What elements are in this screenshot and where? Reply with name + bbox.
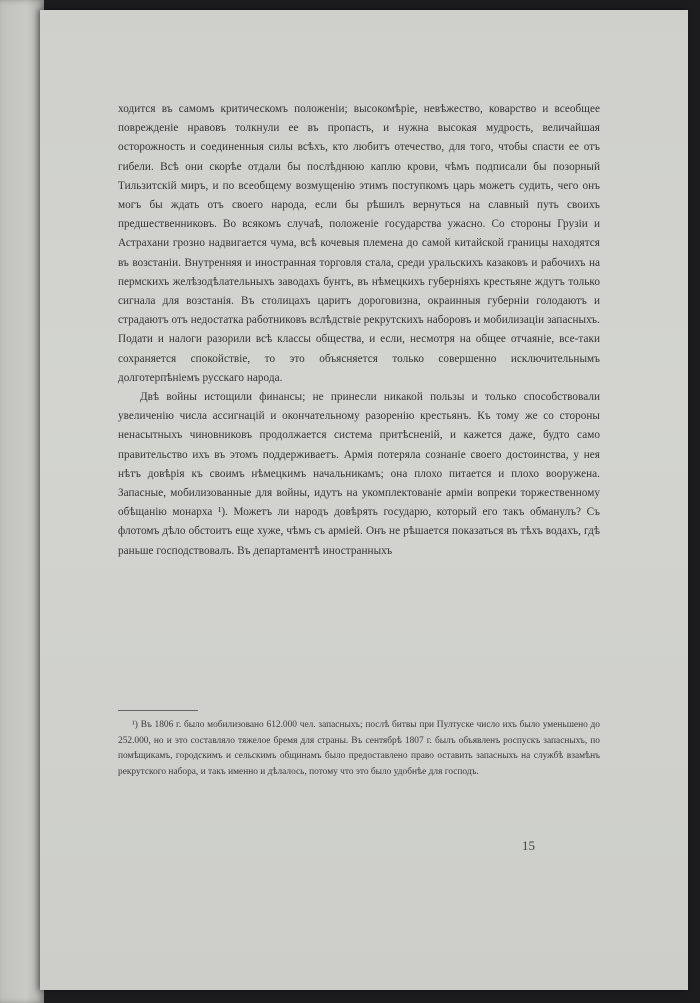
book-page — [40, 10, 688, 990]
page-number: 15 — [522, 838, 535, 853]
footnote-separator — [118, 710, 198, 711]
paragraph-2: Двѣ войны истощили финансы; не принесли никакой пользы и только способствовали увеличенію числа ассигнацій и окончательному разоренію крестьянъ. Къ тому же со стороны ненасытныхъ чиновниковъ продолжается система притѣсненій, и кажется даже, будто само правительство ихъ въ этомъ поддерживаетъ. Армія потеряла сознаніе своего достоинства, у нея нѣтъ довѣрія къ своимъ нѣмецкимъ начальникамъ; она плохо питается и плохо вооружена. Запасные, мобилизованные для войны, идутъ на укомплектованіе арміи вопреки торжественному обѣщанію монарха ¹). Можетъ ли народъ довѣрять государю, который его такъ обманулъ? Съ флотомъ дѣло обстоитъ еще хуже, чѣмъ съ арміей. Онъ не рѣшается показаться въ тѣхъ водахъ, гдѣ раньше господствовалъ. Въ департаментѣ иностранныхъ — [118, 391, 600, 557]
paragraph-1: ходится въ самомъ критическомъ положеніи; высокомѣріе, невѣжество, коварство и всеобщее поврежденіе нравовъ толкнули ее въ пропасть, и нужна высокая мудрость, величайшая осторожность и соединенныя силы всѣхъ, кто любитъ отечество, для того, чтобы спасти ее отъ гибели. Всѣ они скорѣе отдали бы послѣднюю каплю крови, чѣмъ подписали бы позорный Тильзитскій миръ, и по всеобщему возмущенію этимъ поступкомъ царь можетъ судить, чего онъ могъ бы ждать отъ своего народа, если бы рѣшилъ вернуться на славный путь своихъ предшественниковъ. Во всякомъ случаѣ, положеніе государства ужасно. Со стороны Грузіи и Астрахани грозно надвигается чума, всѣ кочевыя племена до самой китайской границы находятся въ возстаніи. Внутренняя и иностранная торговля стала, среди уральскихъ казаковъ и рабочихъ на пермскихъ желѣзодѣлательныхъ заводахъ бунтъ, въ нѣмецкихъ губерніяхъ крестьяне ждутъ только сигнала для возстанія. Въ столицахъ царитъ дороговизна, окраинныя губерніи голодаютъ и страдаютъ отъ недостатка работниковъ вслѣдствіе рекрутскихъ наборовъ и мобилизаціи запасныхъ. Подати и налоги разорили всѣ классы общества, и если, несмотря на общее отчаяніе, все-таки сохраняется спокойствіе, то это объясняется только совершенно исключительнымъ долготерпѣніемъ русскаго народа. — [118, 103, 600, 384]
main-text — [118, 100, 600, 561]
footnote — [118, 718, 600, 780]
footnote-text: ¹) Въ 1806 г. было мобилизовано 612.000 чел. запасныхъ; послѣ битвы при Пултуске число ихъ было уменьшено до 252.000, но и это составляло тяжелое бремя для страны. Въ сентябрѣ 1807 г. былъ объявленъ роспускъ запасныхъ, по помѣщикамъ, городскимъ и сельскимъ общинамъ было предоставлено право оставить запасныхъ на службѣ взамѣнъ рекрутского набора, и такъ именно и дѣлалось, потому что это было удобнѣе для господъ. — [118, 720, 600, 777]
previous-page-edge — [0, 0, 44, 1003]
